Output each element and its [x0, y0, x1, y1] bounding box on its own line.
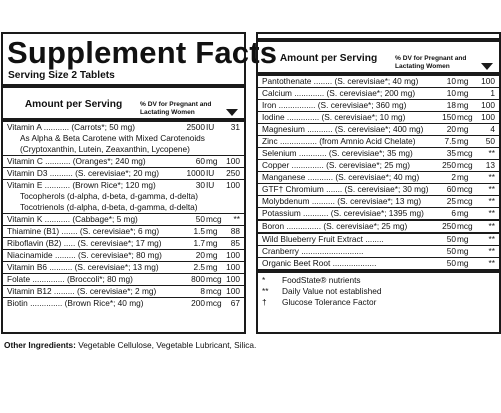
- dot-leader: ...........: [42, 180, 73, 190]
- nutrient-label: [262, 208, 434, 219]
- nutrient-dv-percent: **: [488, 234, 495, 244]
- nutrient-unit: mcg: [457, 148, 473, 158]
- nutrient-source: (S. cerevisiae*; 40 mg): [334, 76, 419, 86]
- nutrient-name: Wild Blueberry Fruit Extract: [262, 234, 363, 244]
- other-ingredients-text: Vegetable Cellulose, Vegetable Lubricant, Silica.: [78, 340, 257, 350]
- nutrient-label: [262, 221, 434, 232]
- nutrient-amount: 250: [442, 221, 456, 231]
- nutrient-label: [262, 148, 434, 159]
- nutrient-source: (S. cerevisiae*; 360 mg): [317, 100, 407, 110]
- nutrient-name: Iron: [262, 100, 277, 110]
- nutrient-amount: 1.7: [193, 238, 205, 248]
- nutrient-row: [3, 297, 244, 309]
- dot-leader: .........: [51, 286, 77, 296]
- nutrient-unit: IU: [206, 180, 215, 190]
- nutrient-dv-percent: 50: [485, 136, 495, 146]
- nutrient-source: (Brown Rice*; 40 mg): [64, 298, 144, 308]
- dv-header-text: % DV for Pregnant and Lactating Women: [395, 55, 467, 70]
- nutrient-unit: mcg: [457, 184, 473, 194]
- dot-leader: .............: [291, 88, 327, 98]
- dot-leader: ...............: [284, 221, 324, 231]
- nutrient-source: (S. cerevisiae*; 80 mg): [78, 250, 162, 260]
- footnote-symbol: **: [262, 286, 269, 296]
- nutrient-unit: IU: [206, 168, 215, 178]
- nutrient-unit: mg: [457, 124, 469, 134]
- nutrient-amount: 30: [195, 180, 205, 190]
- footnote-text: Glucose Tolerance Factor: [282, 297, 377, 307]
- nutrient-dv-percent: **: [233, 214, 240, 224]
- nutrient-source: (Oranges*; 240 mg): [72, 156, 146, 166]
- nutrient-label: [262, 258, 434, 269]
- nutrient-amount: 800: [191, 274, 205, 284]
- nutrient-name: Folate: [7, 274, 31, 284]
- dot-leader: ..............: [289, 160, 327, 170]
- footnote-symbol: *: [262, 275, 266, 285]
- nutrient-source: (Carrots*; 50 mg): [71, 122, 136, 132]
- nutrient-label: [7, 250, 177, 261]
- nutrient-amount: 50: [446, 234, 456, 244]
- nutrient-row: [258, 207, 499, 219]
- nutrient-unit: mg: [457, 258, 469, 268]
- nutrient-row: [258, 147, 499, 159]
- dv-header: [395, 55, 495, 72]
- nutrient-label: [7, 214, 177, 225]
- nutrient-name: Calcium: [262, 88, 292, 98]
- nutrient-label: [7, 156, 177, 167]
- nutrient-name: Tocopherols (d-alpha, d-beta, d-gamma, d-delta): [20, 191, 199, 201]
- nutrient-row: [258, 87, 499, 99]
- nutrient-name: Molybdenum: [262, 196, 310, 206]
- nutrient-amount: 7.5: [444, 136, 456, 146]
- nutrient-unit: mg: [457, 246, 469, 256]
- footnote: [262, 297, 495, 308]
- nutrient-row: [258, 245, 499, 257]
- dot-leader: ..........: [46, 262, 75, 272]
- nutrient-source: (S. cerevisiae*; 200 mg): [326, 88, 416, 98]
- nutrient-source: (S. cerevisiae*; 30 mg): [344, 184, 429, 194]
- nutrient-name: Zinc: [262, 136, 278, 146]
- nutrient-dv-percent: 100: [481, 100, 495, 110]
- nutrient-name: Selenium: [262, 148, 297, 158]
- nutrient-dv-percent: 100: [226, 250, 240, 260]
- nutrient-source: (S. cerevisiae*; 6 mg): [79, 226, 160, 236]
- nutrient-name: Organic Beet Root: [262, 258, 331, 268]
- nutrient-label: [7, 133, 205, 144]
- footnote: [262, 275, 495, 286]
- dot-leader: .........: [52, 250, 79, 260]
- nutrient-label: [262, 246, 434, 257]
- nutrient-source: (Cabbage*; 5 mg): [72, 214, 138, 224]
- nutrient-label: [7, 226, 177, 237]
- nutrient-name: Boron: [262, 221, 285, 231]
- nutrient-amount: 2.5: [193, 262, 205, 272]
- nutrient-name: Vitamin D3: [7, 168, 48, 178]
- footnote: [262, 286, 495, 297]
- nutrient-row: [3, 202, 244, 213]
- nutrient-dv-percent: 88: [230, 226, 240, 236]
- nutrient-row: [258, 159, 499, 171]
- dot-leader: ...........: [42, 214, 73, 224]
- nutrient-amount: 8: [200, 286, 205, 296]
- nutrient-row: [258, 99, 499, 111]
- nutrient-unit: mcg: [457, 160, 473, 170]
- page-title: Supplement Facts: [7, 35, 278, 70]
- nutrient-source: (Brown Rice*; 120 mg): [72, 180, 156, 190]
- other-ingredients-label: Other Ingredients:: [4, 340, 76, 350]
- dot-leader: .....: [61, 238, 78, 248]
- nutrient-source: (S. cerevisiae*; 25 mg): [326, 160, 411, 170]
- nutrient-row: [258, 257, 499, 269]
- nutrient-amount: 20: [446, 124, 456, 134]
- nutrient-unit: mg: [457, 208, 469, 218]
- nutrient-dv-percent: **: [488, 172, 495, 182]
- nutrient-label: [7, 286, 177, 297]
- nutrient-label: [262, 112, 434, 123]
- nutrient-name: GTF† Chromium: [262, 184, 324, 194]
- amount-per-serving-header: Amount per Serving: [24, 99, 123, 110]
- supplement-facts-right-panel: [256, 32, 501, 334]
- nutrient-dv-percent: 100: [226, 156, 240, 166]
- nutrient-name: Niacinamide: [7, 250, 53, 260]
- nutrient-row: [258, 76, 499, 87]
- nutrient-row: [3, 191, 244, 202]
- footnote-symbol: †: [262, 297, 267, 307]
- nutrient-dv-percent: **: [488, 196, 495, 206]
- nutrient-label: [262, 184, 434, 195]
- nutrient-amount: 50: [195, 214, 205, 224]
- nutrient-dv-percent: 100: [226, 274, 240, 284]
- nutrient-unit: mcg: [206, 274, 222, 284]
- nutrient-name: Thiamine (B1): [7, 226, 60, 236]
- nutrient-label: [262, 172, 434, 183]
- nutrient-row: [258, 123, 499, 135]
- nutrient-unit: mcg: [457, 196, 473, 206]
- dot-leader: ........: [362, 234, 384, 244]
- nutrient-row: [3, 155, 244, 167]
- nutrient-row: [3, 122, 244, 133]
- dot-leader: ................: [277, 136, 320, 146]
- nutrient-unit: mcg: [206, 298, 222, 308]
- nutrient-amount: 60: [446, 184, 456, 194]
- nutrient-unit: mcg: [457, 221, 473, 231]
- nutrient-name: Vitamin B6: [7, 262, 47, 272]
- right-nutrient-list: [258, 76, 499, 269]
- nutrient-source: (S. cerevisiae*; 1395 mg): [330, 208, 424, 218]
- dot-leader: ..............: [30, 274, 67, 284]
- nutrient-dv-percent: 85: [230, 238, 240, 248]
- dot-leader: ..............: [284, 112, 322, 122]
- nutrient-row: [3, 133, 244, 144]
- nutrient-name: Pantothenate: [262, 76, 312, 86]
- nutrient-dv-percent: 250: [226, 168, 240, 178]
- nutrient-name: (Cryptoxanthin, Lutein, Zeaxanthin, Lycopene): [20, 144, 190, 154]
- dot-leader: ...................: [330, 258, 377, 268]
- dot-leader: ................: [276, 100, 318, 110]
- nutrient-source: (S. cerevisiae*; 20 mg): [75, 168, 160, 178]
- dot-leader: .......: [323, 184, 345, 194]
- nutrient-amount: 35: [446, 148, 456, 158]
- nutrient-name: As Alpha & Beta Carotene with Mixed Carotenoids: [20, 133, 205, 143]
- nutrient-unit: mg: [457, 100, 469, 110]
- dot-leader: ............: [296, 148, 329, 158]
- nutrient-label: [262, 136, 434, 147]
- nutrient-label: [7, 202, 198, 213]
- nutrient-name: Vitamin K: [7, 214, 43, 224]
- triangle-down-icon: [226, 109, 238, 116]
- serving-size: Serving Size 2 Tablets: [8, 70, 115, 81]
- nutrient-row: [258, 135, 499, 147]
- dot-leader: ...........: [42, 156, 73, 166]
- nutrient-row: [3, 261, 244, 273]
- nutrient-label: [262, 234, 434, 245]
- nutrient-row: [3, 273, 244, 285]
- nutrient-name: Biotin: [7, 298, 28, 308]
- amount-per-serving-header: Amount per Serving: [279, 53, 378, 64]
- nutrient-name: Riboflavin (B2): [7, 238, 62, 248]
- nutrient-name: Vitamin E: [7, 180, 43, 190]
- nutrient-amount: 20: [195, 250, 205, 260]
- nutrient-row: [3, 144, 244, 155]
- nutrient-dv-percent: 1: [490, 88, 495, 98]
- nutrient-name: Cranberry: [262, 246, 299, 256]
- nutrient-dv-percent: **: [488, 208, 495, 218]
- triangle-down-icon: [481, 63, 493, 70]
- nutrient-source: (S. cerevisiae*; 13 mg): [337, 196, 422, 206]
- dot-leader: ..............: [27, 298, 65, 308]
- nutrient-dv-percent: 67: [230, 298, 240, 308]
- footnote-text: FoodState® nutrients: [282, 275, 361, 285]
- nutrient-label: [7, 180, 177, 191]
- nutrient-unit: mg: [206, 262, 218, 272]
- nutrient-label: [7, 144, 190, 155]
- dot-leader: ..........: [47, 168, 76, 178]
- nutrient-label: [262, 124, 434, 135]
- nutrient-amount: 6: [451, 208, 456, 218]
- nutrient-unit: mg: [457, 88, 469, 98]
- nutrient-amount: 60: [195, 156, 205, 166]
- nutrient-row: [258, 219, 499, 232]
- dot-leader: ...........: [304, 124, 335, 134]
- dot-leader: ........: [311, 76, 335, 86]
- dot-leader: ...........: [300, 208, 331, 218]
- nutrient-amount: 250: [442, 160, 456, 170]
- nutrient-source: (S. cerevisiae*; 400 mg): [334, 124, 424, 134]
- nutrient-amount: 2500: [186, 122, 205, 132]
- nutrient-row: [258, 195, 499, 207]
- nutrient-amount: 10: [446, 76, 456, 86]
- nutrient-unit: mg: [206, 250, 218, 260]
- nutrient-amount: 2: [451, 172, 456, 182]
- nutrient-row: [3, 167, 244, 179]
- dv-header: [140, 101, 240, 118]
- nutrient-unit: mcg: [457, 112, 473, 122]
- nutrient-row: [3, 237, 244, 249]
- nutrient-amount: 10: [446, 88, 456, 98]
- left-column-header: [3, 88, 244, 118]
- nutrient-name: Copper: [262, 160, 290, 170]
- nutrient-label: [7, 274, 177, 285]
- nutrient-label: [262, 76, 434, 87]
- nutrient-amount: 18: [446, 100, 456, 110]
- nutrient-label: [7, 262, 177, 273]
- nutrient-name: Manganese: [262, 172, 306, 182]
- dv-header-text: % DV for Pregnant and Lactating Women: [140, 101, 212, 116]
- nutrient-row: [3, 249, 244, 261]
- nutrient-unit: mg: [457, 172, 469, 182]
- nutrient-row: [3, 179, 244, 191]
- nutrient-name: Iodine: [262, 112, 285, 122]
- nutrient-dv-percent: **: [488, 184, 495, 194]
- nutrient-source: (S. cerevisiae*; 17 mg): [77, 238, 162, 248]
- nutrient-row: [3, 213, 244, 225]
- nutrient-source: (S. cerevisiae*; 10 mg): [321, 112, 406, 122]
- nutrient-name: Vitamin B12: [7, 286, 52, 296]
- nutrient-label: [262, 160, 434, 171]
- nutrient-amount: 25: [446, 196, 456, 206]
- nutrient-source: (S. cerevisiae*; 40 mg): [335, 172, 420, 182]
- nutrient-dv-percent: 31: [230, 122, 240, 132]
- nutrient-label: [7, 298, 177, 309]
- nutrient-label: [7, 122, 177, 133]
- nutrient-row: [258, 171, 499, 183]
- nutrient-unit: mcg: [206, 286, 222, 296]
- nutrient-amount: 1000: [186, 168, 205, 178]
- nutrient-amount: 200: [191, 298, 205, 308]
- nutrient-label: [7, 168, 177, 179]
- nutrient-unit: mg: [206, 238, 218, 248]
- dot-leader: ...........: [41, 122, 72, 132]
- nutrient-dv-percent: 13: [485, 160, 495, 170]
- dot-leader: ..........: [309, 196, 338, 206]
- nutrient-name: Vitamin A: [7, 122, 42, 132]
- nutrient-amount: 50: [446, 246, 456, 256]
- nutrient-unit: mg: [206, 226, 218, 236]
- nutrient-dv-percent: **: [488, 246, 495, 256]
- nutrient-unit: IU: [206, 122, 215, 132]
- nutrient-source: (S. cerevisiae*; 13 mg): [74, 262, 159, 272]
- nutrient-dv-percent: 100: [226, 262, 240, 272]
- nutrient-name: Magnesium: [262, 124, 305, 134]
- nutrient-amount: 1.5: [193, 226, 205, 236]
- nutrient-row: [258, 183, 499, 195]
- dot-leader: ...........................: [298, 246, 364, 256]
- nutrient-unit: mg: [457, 234, 469, 244]
- nutrient-unit: mg: [206, 156, 218, 166]
- nutrient-unit: mg: [457, 76, 469, 86]
- nutrient-source: (from Amnio Acid Chelate): [319, 136, 416, 146]
- nutrient-dv-percent: 100: [226, 286, 240, 296]
- nutrient-unit: mcg: [206, 214, 222, 224]
- nutrient-label: [262, 196, 434, 207]
- nutrient-row: [3, 285, 244, 297]
- nutrient-source: (S. cerevisiae*; 25 mg): [323, 221, 408, 231]
- dot-leader: .......: [59, 226, 80, 236]
- nutrient-name: Potassium: [262, 208, 301, 218]
- nutrient-source: (S. cerevisiae*; 2 mg): [76, 286, 157, 296]
- footnotes: [258, 273, 499, 310]
- nutrient-source: (Broccoli*; 80 mg): [66, 274, 133, 284]
- nutrient-dv-percent: **: [488, 221, 495, 231]
- nutrient-unit: mg: [457, 136, 469, 146]
- nutrient-dv-percent: 100: [226, 180, 240, 190]
- nutrient-amount: 50: [446, 258, 456, 268]
- nutrient-label: [7, 191, 198, 202]
- nutrient-dv-percent: **: [488, 148, 495, 158]
- nutrient-source: (S. cerevisiae*; 35 mg): [328, 148, 413, 158]
- nutrient-dv-percent: 4: [490, 124, 495, 134]
- dot-leader: ...........: [305, 172, 336, 182]
- nutrient-name: Tocotrienols (d-alpha, d-beta, d-gamma, d-delta): [20, 202, 198, 212]
- nutrient-label: [7, 238, 177, 249]
- nutrient-name: Vitamin C: [7, 156, 43, 166]
- other-ingredients: [4, 340, 256, 351]
- nutrient-row: [258, 232, 499, 245]
- nutrient-label: [262, 88, 434, 99]
- nutrient-label: [262, 100, 434, 111]
- nutrient-dv-percent: 100: [481, 76, 495, 86]
- nutrient-dv-percent: 100: [481, 112, 495, 122]
- nutrient-dv-percent: **: [488, 258, 495, 268]
- footnote-text: Daily Value not established: [282, 286, 382, 296]
- nutrient-row: [3, 225, 244, 237]
- left-nutrient-list: [3, 122, 244, 309]
- right-column-header: [258, 42, 499, 72]
- nutrient-row: [258, 111, 499, 123]
- nutrient-amount: 150: [442, 112, 456, 122]
